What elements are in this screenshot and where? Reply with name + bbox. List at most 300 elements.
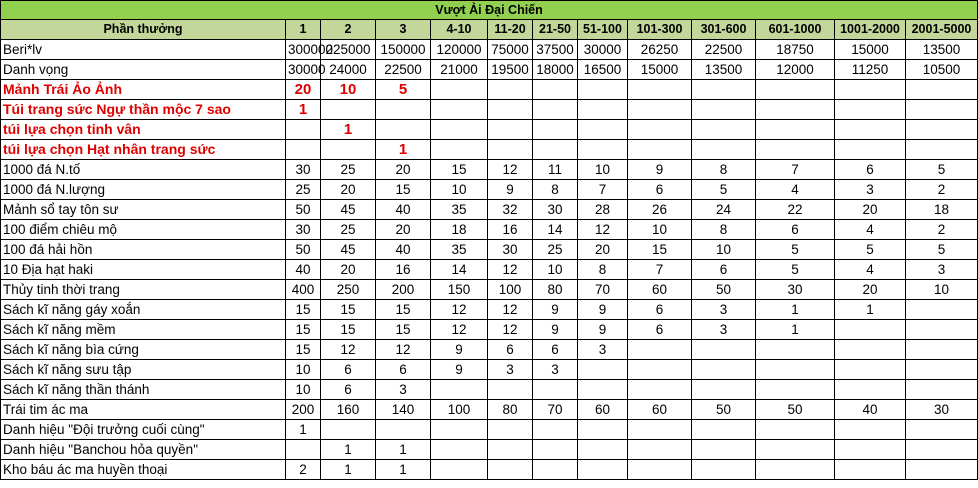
table-cell: 6 (376, 360, 431, 380)
table-cell (431, 440, 488, 460)
table-cell: 2 (906, 220, 978, 240)
table-cell: 30 (533, 200, 578, 220)
table-cell: 15 (321, 300, 376, 320)
table-cell: 10 (533, 260, 578, 280)
table-cell: 200 (286, 400, 321, 420)
table-cell (321, 100, 376, 120)
table-row (1, 180, 978, 200)
table-cell: 20 (286, 80, 321, 100)
table-cell: 45 (321, 240, 376, 260)
table-cell (431, 120, 488, 140)
table-cell (756, 460, 835, 480)
table-cell: 25 (533, 240, 578, 260)
table-cell (578, 120, 628, 140)
table-cell (906, 100, 978, 120)
table-cell (906, 440, 978, 460)
table-cell: 7 (756, 160, 835, 180)
table-row (1, 460, 978, 480)
table-cell (906, 460, 978, 480)
table-row (1, 60, 978, 80)
row-label: Beri*lv (1, 40, 286, 60)
table-cell (906, 360, 978, 380)
table-cell: 25 (321, 220, 376, 240)
table-cell: 3 (488, 360, 533, 380)
table-cell: 12 (431, 320, 488, 340)
table-cell: 30 (906, 400, 978, 420)
table-cell (692, 420, 756, 440)
table-cell: 25 (286, 180, 321, 200)
table-cell: 15 (376, 300, 431, 320)
table-cell: 11 (533, 160, 578, 180)
table-cell: 9 (431, 360, 488, 380)
table-cell: 5 (906, 160, 978, 180)
row-label: Trái tim ác ma (1, 400, 286, 420)
row-label: Danh hiệu "Đội trưởng cuối cùng" (1, 420, 286, 440)
table-cell (578, 100, 628, 120)
table-cell: 16 (376, 260, 431, 280)
table-cell (628, 440, 692, 460)
header-row (1, 20, 978, 40)
table-cell (835, 340, 906, 360)
table-cell (835, 460, 906, 480)
table-cell: 9 (533, 300, 578, 320)
table-cell: 2 (286, 460, 321, 480)
row-label: Mảnh sổ tay tôn sư (1, 200, 286, 220)
table-cell: 18000 (533, 60, 578, 80)
table-cell (321, 420, 376, 440)
table-cell: 13500 (692, 60, 756, 80)
table-cell (756, 340, 835, 360)
table-cell: 5 (692, 180, 756, 200)
table-cell: 9 (488, 180, 533, 200)
table-cell: 12 (578, 220, 628, 240)
table-cell: 150 (431, 280, 488, 300)
table-cell: 9 (578, 320, 628, 340)
table-row (1, 100, 978, 120)
table-cell: 13500 (906, 40, 978, 60)
table-cell (628, 360, 692, 380)
table-cell: 10 (431, 180, 488, 200)
table-cell (578, 140, 628, 160)
table-cell (692, 460, 756, 480)
table-cell: 20 (376, 160, 431, 180)
table-cell (533, 440, 578, 460)
table-cell: 100 (431, 400, 488, 420)
table-cell: 3 (578, 340, 628, 360)
table-cell: 10 (692, 240, 756, 260)
table-cell: 10 (906, 280, 978, 300)
table-cell: 15 (286, 320, 321, 340)
table-cell: 10 (286, 360, 321, 380)
table-cell: 1 (321, 460, 376, 480)
header-rank: 101-300 (628, 20, 692, 40)
table-cell (286, 440, 321, 460)
table-cell: 12 (488, 300, 533, 320)
header-rank: 301-600 (692, 20, 756, 40)
table-row (1, 380, 978, 400)
table-cell: 24 (692, 200, 756, 220)
table-cell: 30000 (578, 40, 628, 60)
table-cell: 40 (376, 200, 431, 220)
table-row (1, 80, 978, 100)
row-label: Sách kĩ năng mềm (1, 320, 286, 340)
table-cell (578, 80, 628, 100)
table-cell (835, 140, 906, 160)
table-row (1, 420, 978, 440)
table-cell: 15 (431, 160, 488, 180)
table-cell: 3 (906, 260, 978, 280)
table-cell (286, 140, 321, 160)
table-cell: 225000 (321, 40, 376, 60)
table-cell (835, 100, 906, 120)
table-cell: 35 (431, 240, 488, 260)
table-cell: 9 (533, 320, 578, 340)
table-cell: 1 (835, 300, 906, 320)
table-cell (578, 440, 628, 460)
table-cell (835, 360, 906, 380)
table-cell (756, 140, 835, 160)
table-cell (533, 380, 578, 400)
table-cell (533, 120, 578, 140)
row-label: Mảnh Trái Ảo Ảnh (1, 80, 286, 100)
table-cell: 16 (488, 220, 533, 240)
table-cell (628, 460, 692, 480)
table-cell: 9 (578, 300, 628, 320)
row-label: Danh vọng (1, 60, 286, 80)
table-cell: 21000 (431, 60, 488, 80)
table-cell (321, 140, 376, 160)
table-cell: 6 (321, 380, 376, 400)
table-cell (376, 420, 431, 440)
table-cell: 37500 (533, 40, 578, 60)
table-cell: 22500 (692, 40, 756, 60)
table-cell: 140 (376, 400, 431, 420)
table-cell: 12 (488, 260, 533, 280)
table-cell: 28 (578, 200, 628, 220)
table-cell: 1 (286, 420, 321, 440)
table-cell: 60 (628, 280, 692, 300)
table-cell (906, 300, 978, 320)
table-row (1, 160, 978, 180)
table-cell (906, 320, 978, 340)
table-cell (692, 440, 756, 460)
table-cell: 5 (756, 260, 835, 280)
table-cell: 12 (321, 340, 376, 360)
table-row (1, 40, 978, 60)
table-cell: 10 (578, 160, 628, 180)
header-reward: Phần thưởng (1, 20, 286, 40)
table-cell: 10 (321, 80, 376, 100)
table-cell (628, 340, 692, 360)
table-row (1, 200, 978, 220)
table-cell (533, 460, 578, 480)
table-cell: 22500 (376, 60, 431, 80)
table-cell (431, 80, 488, 100)
table-cell: 10500 (906, 60, 978, 80)
row-label: túi lựa chọn tinh vân (1, 120, 286, 140)
table-cell: 160 (321, 400, 376, 420)
table-cell: 50 (286, 240, 321, 260)
table-cell: 16500 (578, 60, 628, 80)
table-cell: 18 (431, 220, 488, 240)
table-cell: 80 (488, 400, 533, 420)
header-rank: 1 (286, 20, 321, 40)
table-cell (756, 420, 835, 440)
table-cell (533, 140, 578, 160)
table-cell (692, 120, 756, 140)
row-label: Danh hiệu "Banchou hỏa quyền" (1, 440, 286, 460)
table-cell (578, 360, 628, 380)
header-rank: 4-10 (431, 20, 488, 40)
table-cell (431, 140, 488, 160)
table-cell: 20 (321, 260, 376, 280)
table-cell: 8 (533, 180, 578, 200)
table-cell: 7 (628, 260, 692, 280)
row-label: Túi trang sức Ngự thần mộc 7 sao (1, 100, 286, 120)
table-cell (488, 460, 533, 480)
table-cell (376, 120, 431, 140)
table-cell: 24000 (321, 60, 376, 80)
row-label: Kho báu ác ma huyền thoại (1, 460, 286, 480)
title-row (1, 1, 978, 20)
table-cell (906, 340, 978, 360)
table-cell: 20 (835, 280, 906, 300)
header-rank: 11-20 (488, 20, 533, 40)
table-cell (488, 420, 533, 440)
table-cell: 40 (376, 240, 431, 260)
table-cell (628, 80, 692, 100)
table-cell (906, 420, 978, 440)
table-cell: 40 (835, 400, 906, 420)
table-cell (488, 140, 533, 160)
table-cell (488, 120, 533, 140)
header-rank: 601-1000 (756, 20, 835, 40)
table-cell: 6 (488, 340, 533, 360)
table-cell: 400 (286, 280, 321, 300)
table-cell: 5 (835, 240, 906, 260)
table-cell (835, 420, 906, 440)
table-cell: 5 (906, 240, 978, 260)
table-cell: 10 (286, 380, 321, 400)
table-cell: 15 (628, 240, 692, 260)
table-cell: 3 (835, 180, 906, 200)
header-rank: 3 (376, 20, 431, 40)
table-cell (578, 380, 628, 400)
table-cell (756, 80, 835, 100)
table-row (1, 240, 978, 260)
row-label: 1000 đá N.lượng (1, 180, 286, 200)
table-cell (488, 440, 533, 460)
table-cell: 8 (692, 160, 756, 180)
table-cell: 1 (756, 320, 835, 340)
table-cell (578, 460, 628, 480)
header-rank: 51-100 (578, 20, 628, 40)
table-cell (488, 380, 533, 400)
table-cell: 12 (488, 160, 533, 180)
table-cell: 9 (431, 340, 488, 360)
table-cell: 9 (628, 160, 692, 180)
table-row (1, 120, 978, 140)
row-label: Sách kĩ năng thần thánh (1, 380, 286, 400)
table-cell: 7 (578, 180, 628, 200)
table-cell (286, 120, 321, 140)
table-cell (756, 380, 835, 400)
header-rank: 21-50 (533, 20, 578, 40)
table-cell: 250 (321, 280, 376, 300)
table-cell: 2 (906, 180, 978, 200)
table-cell: 6 (756, 220, 835, 240)
table-cell (906, 80, 978, 100)
table-cell (835, 80, 906, 100)
table-cell: 15 (286, 300, 321, 320)
table-row (1, 340, 978, 360)
table-cell: 1 (376, 140, 431, 160)
table-cell: 25 (321, 160, 376, 180)
table-cell: 1 (756, 300, 835, 320)
table-cell: 8 (692, 220, 756, 240)
table-cell: 6 (628, 300, 692, 320)
table-cell: 6 (533, 340, 578, 360)
table-cell: 32 (488, 200, 533, 220)
table-cell (533, 80, 578, 100)
table-cell: 18 (906, 200, 978, 220)
table-cell (906, 380, 978, 400)
row-label: Sách kĩ năng gáy xoắn (1, 300, 286, 320)
table-cell: 80 (533, 280, 578, 300)
table-cell: 30000 (286, 60, 321, 80)
table-cell (906, 140, 978, 160)
table-cell (692, 360, 756, 380)
row-label: túi lựa chọn Hạt nhân trang sức (1, 140, 286, 160)
table-cell: 12 (431, 300, 488, 320)
table-cell: 20 (578, 240, 628, 260)
table-cell: 30 (488, 240, 533, 260)
table-cell: 6 (692, 260, 756, 280)
row-label: Thủy tinh thời trang (1, 280, 286, 300)
table-cell: 15 (376, 180, 431, 200)
table-cell (835, 440, 906, 460)
table-cell: 15 (286, 340, 321, 360)
table-cell: 30 (286, 160, 321, 180)
table-cell (692, 140, 756, 160)
table-cell: 8 (578, 260, 628, 280)
table-cell: 45 (321, 200, 376, 220)
row-label: 1000 đá N.tố (1, 160, 286, 180)
row-label: Sách kĩ năng bìa cứng (1, 340, 286, 360)
table-cell: 6 (321, 360, 376, 380)
table-cell: 1 (321, 120, 376, 140)
table-cell: 15 (376, 320, 431, 340)
table-cell (692, 380, 756, 400)
header-rank: 2 (321, 20, 376, 40)
table-cell: 22 (756, 200, 835, 220)
table-cell: 12 (376, 340, 431, 360)
table-cell: 10 (628, 220, 692, 240)
table-cell: 50 (692, 280, 756, 300)
table-cell (835, 380, 906, 400)
table-cell (628, 420, 692, 440)
table-cell: 100 (488, 280, 533, 300)
table-cell: 26250 (628, 40, 692, 60)
row-label: 10 Địa hạt haki (1, 260, 286, 280)
table-cell: 1 (376, 460, 431, 480)
table-cell (692, 80, 756, 100)
table-title: Vượt Ải Đại Chiến (1, 1, 978, 20)
table-row (1, 400, 978, 420)
table-cell: 12 (488, 320, 533, 340)
table-cell (533, 420, 578, 440)
table-cell: 6 (835, 160, 906, 180)
table-cell (692, 100, 756, 120)
table-row (1, 360, 978, 380)
table-cell: 20 (376, 220, 431, 240)
table-cell: 3 (376, 380, 431, 400)
table-cell (431, 420, 488, 440)
table-cell: 6 (628, 180, 692, 200)
table-cell (578, 420, 628, 440)
table-cell: 50 (756, 400, 835, 420)
row-label: 100 điểm chiêu mộ (1, 220, 286, 240)
table-row (1, 260, 978, 280)
table-cell: 3 (692, 300, 756, 320)
table-cell: 50 (692, 400, 756, 420)
table-cell: 6 (628, 320, 692, 340)
table-cell: 19500 (488, 60, 533, 80)
table-cell: 15000 (628, 60, 692, 80)
table-cell: 60 (578, 400, 628, 420)
table-row (1, 320, 978, 340)
table-cell: 200 (376, 280, 431, 300)
table-cell: 5 (376, 80, 431, 100)
table-cell: 12000 (756, 60, 835, 80)
table-cell (431, 380, 488, 400)
table-cell: 35 (431, 200, 488, 220)
table-cell (431, 100, 488, 120)
table-cell: 30 (286, 220, 321, 240)
table-cell (376, 100, 431, 120)
table-cell: 26 (628, 200, 692, 220)
table-cell: 15 (321, 320, 376, 340)
table-cell: 5 (756, 240, 835, 260)
table-cell: 75000 (488, 40, 533, 60)
table-cell: 4 (756, 180, 835, 200)
table-cell: 18750 (756, 40, 835, 60)
table-cell: 300000 (286, 40, 321, 60)
table-cell: 15000 (835, 40, 906, 60)
table-cell (628, 100, 692, 120)
table-cell: 14 (431, 260, 488, 280)
table-cell: 70 (578, 280, 628, 300)
table-cell: 70 (533, 400, 578, 420)
table-cell: 3 (533, 360, 578, 380)
table-cell (533, 100, 578, 120)
table-cell (431, 460, 488, 480)
table-cell: 20 (835, 200, 906, 220)
table-cell (628, 140, 692, 160)
table-row (1, 220, 978, 240)
table-cell: 11250 (835, 60, 906, 80)
table-cell: 14 (533, 220, 578, 240)
table-cell: 3 (692, 320, 756, 340)
table-cell (488, 100, 533, 120)
table-cell (906, 120, 978, 140)
table-cell (628, 120, 692, 140)
header-rank: 1001-2000 (835, 20, 906, 40)
table-cell (756, 440, 835, 460)
table-cell (488, 80, 533, 100)
table-cell: 120000 (431, 40, 488, 60)
table-cell: 4 (835, 260, 906, 280)
